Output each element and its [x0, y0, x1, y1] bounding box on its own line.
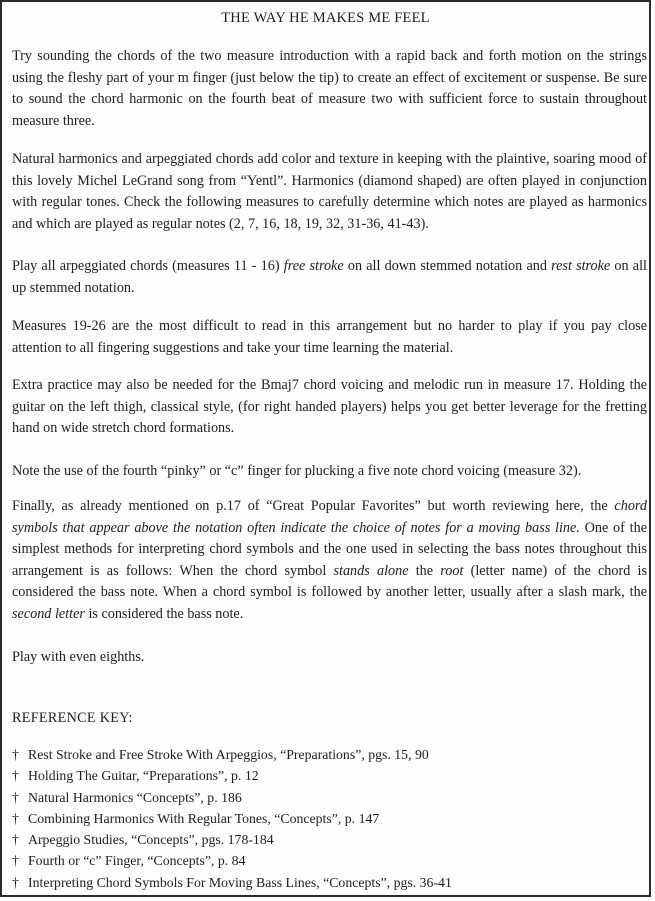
- page-title: THE WAY HE MAKES ME FEEL: [221, 10, 430, 26]
- text-run: is considered the bass note.: [84, 605, 244, 622]
- text-run: on all up stemmed notation.: [12, 258, 647, 296]
- reference-item: [12, 872, 632, 893]
- reference-item-text: Interpreting Chord Symbols For Moving Bass Lines, “Concepts”, pgs. 36-41: [28, 874, 452, 890]
- text-run: Finally, as already mentioned on p.17 of “Great Popular Favorites” but worth reviewing here, the: [12, 498, 615, 514]
- reference-item-text: Holding The Guitar, “Preparations”, p. 12: [28, 768, 259, 784]
- paragraph-harmonics: Natural harmonics and arpeggiated chords add color and texture in keeping with the plaintive, soaring mood of this lovely Michel LeGrand song from “Yentl”. Harmonics (diamond shaped) are often played in conjunction with regular tones. Check the following measures to carefully determine which notes are played as harmonics and which are played as regular notes (2, 7, 16, 18, 19, 32, 31-36, 41-43).: [12, 151, 647, 232]
- dagger-marker: †: [12, 789, 19, 805]
- italic-rest-stroke: rest stroke: [551, 258, 611, 274]
- reference-item-text: Rest Stroke and Free Stroke With Arpeggios, “Preparations”, pgs. 15, 90: [28, 747, 429, 762]
- italic-chord-symbols-note: chord symbols that appear above the notation often indicate the choice of notes for a moving bass line.: [12, 498, 647, 536]
- italic-free-stroke: free stroke: [283, 258, 344, 274]
- italic-root: root: [440, 562, 464, 579]
- paragraph-chord-symbols: [12, 496, 647, 625]
- reference-item: [12, 744, 632, 765]
- text-run: One of the simplest methods for interpreting chord symbols and the one used in selecting the bass notes throughout this arrangement is as follows: When the chord symbol: [12, 519, 647, 579]
- dagger-marker: †: [12, 853, 19, 869]
- paragraph-difficult-measures: Measures 19-26 are the most difficult to read in this arrangement but no harder to play if you pay close attention to all fingering suggestions and take your time learning the material.: [12, 318, 647, 356]
- reference-list: [12, 744, 632, 893]
- reference-item: [12, 787, 632, 808]
- paragraph-arpeggiated-chords: [12, 256, 647, 299]
- text-run: Play all arpeggiated chords (measures 11 - 16): [12, 258, 284, 274]
- reference-item: [12, 808, 632, 829]
- text-run: (letter name) of the chord is considered the bass note. When a chord symbol is followed by another letter, usually after a slash mark, the: [12, 562, 647, 600]
- italic-stands-alone: stands alone: [333, 562, 409, 579]
- dagger-marker: †: [12, 832, 19, 848]
- reference-item: [12, 850, 632, 871]
- dagger-marker: †: [12, 768, 19, 784]
- reference-item-text: Combining Harmonics With Regular Tones, “Concepts”, p. 147: [28, 810, 380, 826]
- reference-item-text: Natural Harmonics “Concepts”, p. 186: [28, 789, 242, 805]
- dagger-marker: †: [12, 810, 19, 826]
- paragraph-extra-practice: Extra practice may also be needed for the Bmaj7 chord voicing and melodic run in measure 17. Holding the guitar on the left thigh, classical style, (for right handed players) helps you get better leverage for the fretting hand on wide stretch chord formations.: [12, 377, 647, 436]
- reference-item: [12, 829, 632, 850]
- italic-second-letter: second letter: [12, 605, 85, 622]
- text-run: the: [408, 562, 441, 579]
- paragraph-even-eighths: Play with even eighths.: [12, 649, 145, 665]
- text-run: on all down stemmed notation and: [343, 258, 552, 274]
- paragraph-pinky-finger: Note the use of the fourth “pinky” or “c” finger for plucking a five note chord voicing (measure 32).: [12, 463, 582, 479]
- dagger-marker: †: [12, 874, 19, 890]
- dagger-marker: †: [12, 747, 19, 762]
- reference-item-text: Fourth or “c” Finger, “Concepts”, p. 84: [28, 853, 246, 869]
- reference-key-heading: REFERENCE KEY:: [12, 710, 133, 726]
- paragraph-introduction: Try sounding the chords of the two measure introduction with a rapid back and forth motion on the strings using the fleshy part of your m finger (just below the tip) to create an effect of excitement or suspense. Be sure to sound the chord harmonic on the fourth beat of measure two with sufficient force to sustain throughout measure three.: [12, 48, 647, 129]
- reference-item-text: Arpeggio Studies, “Concepts”, pgs. 178-184: [28, 832, 274, 848]
- reference-item: [12, 765, 632, 786]
